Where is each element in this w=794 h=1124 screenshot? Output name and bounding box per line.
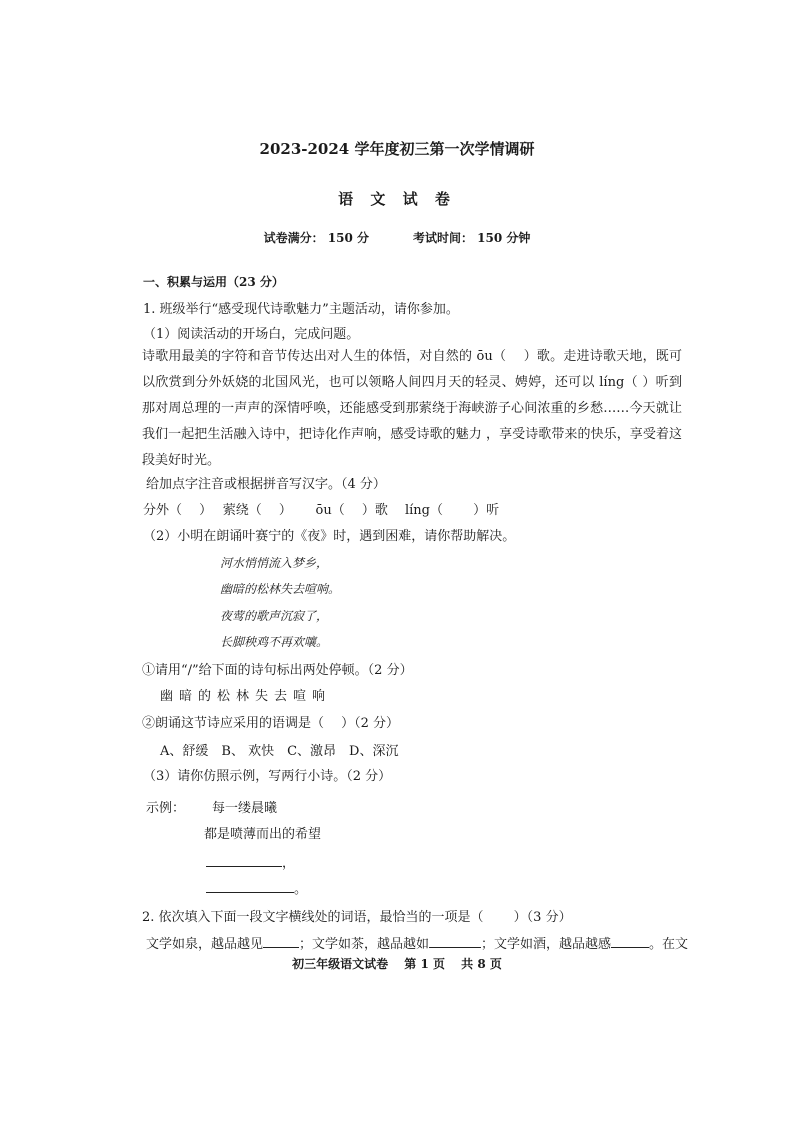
- section-heading: 一、积累与运用（23 分）: [143, 275, 284, 289]
- q1-instruction: 给加点字注音或根据拼音写汉字。（4 分）: [146, 477, 386, 492]
- q1-options: A、舒缓 B、 欢快 C、激昂 D、深沉: [160, 744, 399, 759]
- exam-time-label: 考试时间： 150 分钟: [413, 231, 531, 245]
- q2-part-c: ；文学如酒，越品越感: [481, 937, 612, 952]
- q2-blank-2[interactable]: [429, 933, 481, 948]
- poem-line: 夜莺的歌声沉寂了，: [220, 609, 329, 623]
- q1-stem: 1. 班级举行“感受现代诗歌魅力”主题活动，请你参加。: [143, 302, 459, 317]
- page-footer: 初三年级语文试卷 第 1 页 共 8 页: [292, 957, 502, 971]
- q1-passage: 诗歌用最美的字符和音节传达出对人生的体悟，对自然的 ōu（ ）歌。走进诗歌天地，既可以欣赏到分外妖娆的北国风光，也可以领略人间四月天的轻灵、娉婷，还可以 líng（ ）听到那对周总理的一声声的深情呼唤，还能感受到那萦绕于海峡游子心间浓重的乡愁……今天就让我们一起把生活融入诗中，把诗化作声响，感受诗歌的魅力 ，享受诗歌带来的快乐，享受着这段美好时光。: [142, 349, 682, 468]
- q1-sub2: ②朗诵这节诗应采用的语调是（ ）（2 分）: [142, 716, 400, 731]
- poem-line: 长脚秧鸡不再欢嚷。: [220, 635, 329, 649]
- blank-2-punct: 。: [294, 882, 308, 897]
- q1-sub1: ①请用“/”给下面的诗句标出两处停顿。（2 分）: [142, 663, 413, 678]
- full-score-label: 试卷满分： 150 分: [263, 231, 369, 245]
- example-line-2: 都是喷薄而出的希望: [204, 827, 322, 842]
- q1-part1: （1）阅读活动的开场白，完成问题。: [143, 327, 360, 342]
- exam-subtitle: 语 文 试 卷: [338, 190, 456, 208]
- q1-items: 分外（ ） 萦绕（ ） ōu（ ）歌 líng（ ）听: [143, 503, 500, 518]
- poem-line: 河水悄悄流入梦乡，: [220, 556, 329, 570]
- blank-1-punct: ，: [282, 856, 296, 871]
- q1-sub1-line: 幽暗的松林失去喧响: [160, 689, 332, 704]
- q1-part2: （2）小明在朗诵叶赛宁的《夜》时，遇到困难，请你帮助解决。: [143, 529, 516, 544]
- q2-part-d: 。在文: [649, 937, 689, 952]
- example-label: 示例：: [146, 801, 186, 816]
- q2-passage-line: [146, 933, 688, 952]
- answer-blank-2[interactable]: [206, 878, 307, 897]
- poem-line: 幽暗的松林失去喧响。: [220, 582, 341, 596]
- answer-blank-1[interactable]: [206, 852, 295, 871]
- q2-blank-1[interactable]: [263, 933, 299, 948]
- exam-title: 2023-2024 学年度初三第一次学情调研: [259, 140, 535, 158]
- q2-part-b: ；文学如茶，越品越如: [299, 937, 430, 952]
- exam-meta: [0, 229, 794, 246]
- q2-part-a: 文学如泉，越品越见: [146, 937, 264, 952]
- q2-blank-3[interactable]: [611, 933, 649, 948]
- q2-stem: 2. 依次填入下面一段文字横线处的词语，最恰当的一项是（ ）（3 分）: [142, 910, 572, 925]
- q1-part3: （3）请你仿照示例，写两行小诗。（2 分）: [143, 769, 392, 784]
- example-line-1: 每一缕晨曦: [212, 801, 278, 816]
